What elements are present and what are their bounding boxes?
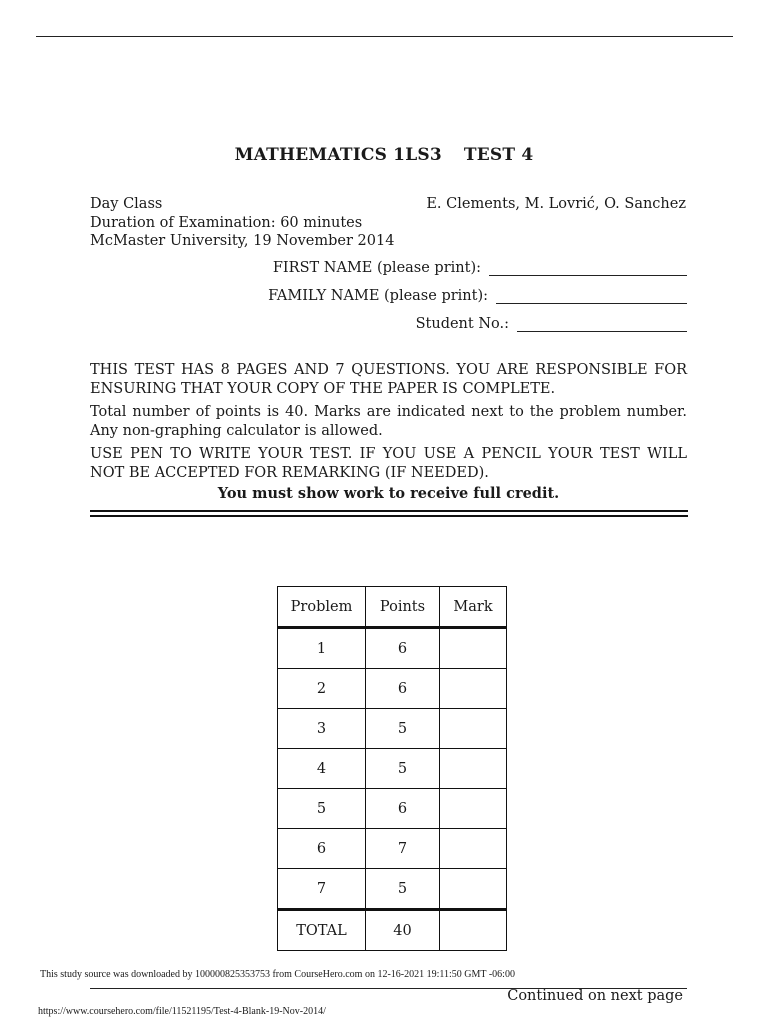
- source-url-link[interactable]: https://www.coursehero.com/file/11521195/Test-4-Blank-19-Nov-2014/: [38, 1006, 326, 1017]
- family-name-blank[interactable]: [496, 287, 687, 304]
- instruction-points: Total number of points is 40. Marks are indicated next to the problem number. Any non-graphing calculator is allowed.: [90, 404, 687, 439]
- university-date: McMaster University, 19 November 2014: [90, 233, 395, 249]
- mark-cell[interactable]: [440, 829, 507, 869]
- continued-note: Continued on next page: [507, 988, 683, 1004]
- class-label: Day Class: [90, 196, 163, 212]
- table-row: [278, 628, 507, 669]
- student-no-field[interactable]: [416, 315, 687, 332]
- table-row: [278, 669, 507, 709]
- instruction-pages: THIS TEST HAS 8 PAGES AND 7 QUESTIONS. YOU ARE RESPONSIBLE FOR ENSURING THAT YOUR COPY OF THE PAPER IS COMPLETE.: [90, 362, 687, 397]
- points-cell: 6: [366, 789, 440, 829]
- mark-cell[interactable]: [440, 709, 507, 749]
- problem-cell: 5: [278, 789, 366, 829]
- table-row: [278, 749, 507, 789]
- top-rule: [36, 36, 733, 37]
- table-row: [278, 789, 507, 829]
- problem-cell: 3: [278, 709, 366, 749]
- first-name-label: FIRST NAME (please print):: [272, 260, 481, 276]
- table-row: [278, 829, 507, 869]
- problem-cell: 1: [278, 628, 366, 669]
- total-label: TOTAL: [278, 910, 366, 951]
- exam-info: [90, 195, 394, 251]
- first-name-field[interactable]: [273, 259, 687, 276]
- header-problem: Problem: [278, 587, 366, 628]
- family-name-field[interactable]: [268, 287, 687, 304]
- points-cell: 6: [366, 628, 440, 669]
- mark-cell[interactable]: [440, 749, 507, 789]
- table-header-row: [278, 587, 507, 628]
- first-name-blank[interactable]: [489, 259, 687, 276]
- divider-top: [90, 510, 688, 512]
- total-row: [278, 910, 507, 951]
- table-row: [278, 869, 507, 910]
- points-cell: 6: [366, 669, 440, 709]
- header-points: Points: [366, 587, 440, 628]
- header-mark: Mark: [440, 587, 507, 628]
- mark-cell[interactable]: [440, 789, 507, 829]
- page-title: [0, 145, 768, 165]
- problem-cell: 7: [278, 869, 366, 910]
- total-points: 40: [366, 910, 440, 951]
- download-source-note: This study source was downloaded by 100000825353753 from CourseHero.com on 12-16-2021 19:11:50 GMT -06:00: [40, 969, 515, 980]
- mark-cell[interactable]: [440, 669, 507, 709]
- problem-cell: 4: [278, 749, 366, 789]
- course-title: MATHEMATICS 1LS3: [234, 145, 442, 165]
- problem-cell: 2: [278, 669, 366, 709]
- mark-cell[interactable]: [440, 628, 507, 669]
- credit-note: You must show work to receive full credit.: [217, 485, 560, 502]
- student-no-blank[interactable]: [517, 315, 687, 332]
- points-cell: 5: [366, 869, 440, 910]
- score-table: [277, 586, 507, 951]
- duration-label: Duration of Examination: 60 minutes: [90, 214, 363, 231]
- instruction-pen: USE PEN TO WRITE YOUR TEST. IF YOU USE A PENCIL YOUR TEST WILL NOT BE ACCEPTED FOR REMARKING (IF NEEDED).: [90, 446, 687, 481]
- mark-cell[interactable]: [440, 869, 507, 910]
- points-cell: 5: [366, 749, 440, 789]
- instructors: E. Clements, M. Lovrić, O. Sanchez: [426, 196, 686, 212]
- points-cell: 5: [366, 709, 440, 749]
- table-row: [278, 709, 507, 749]
- test-title: TEST 4: [463, 145, 534, 165]
- family-name-label: FAMILY NAME (please print):: [268, 288, 488, 304]
- divider-bottom: [90, 515, 688, 517]
- total-mark-cell[interactable]: [440, 910, 507, 951]
- points-cell: 7: [366, 829, 440, 869]
- problem-cell: 6: [278, 829, 366, 869]
- student-no-label: Student No.:: [415, 316, 509, 332]
